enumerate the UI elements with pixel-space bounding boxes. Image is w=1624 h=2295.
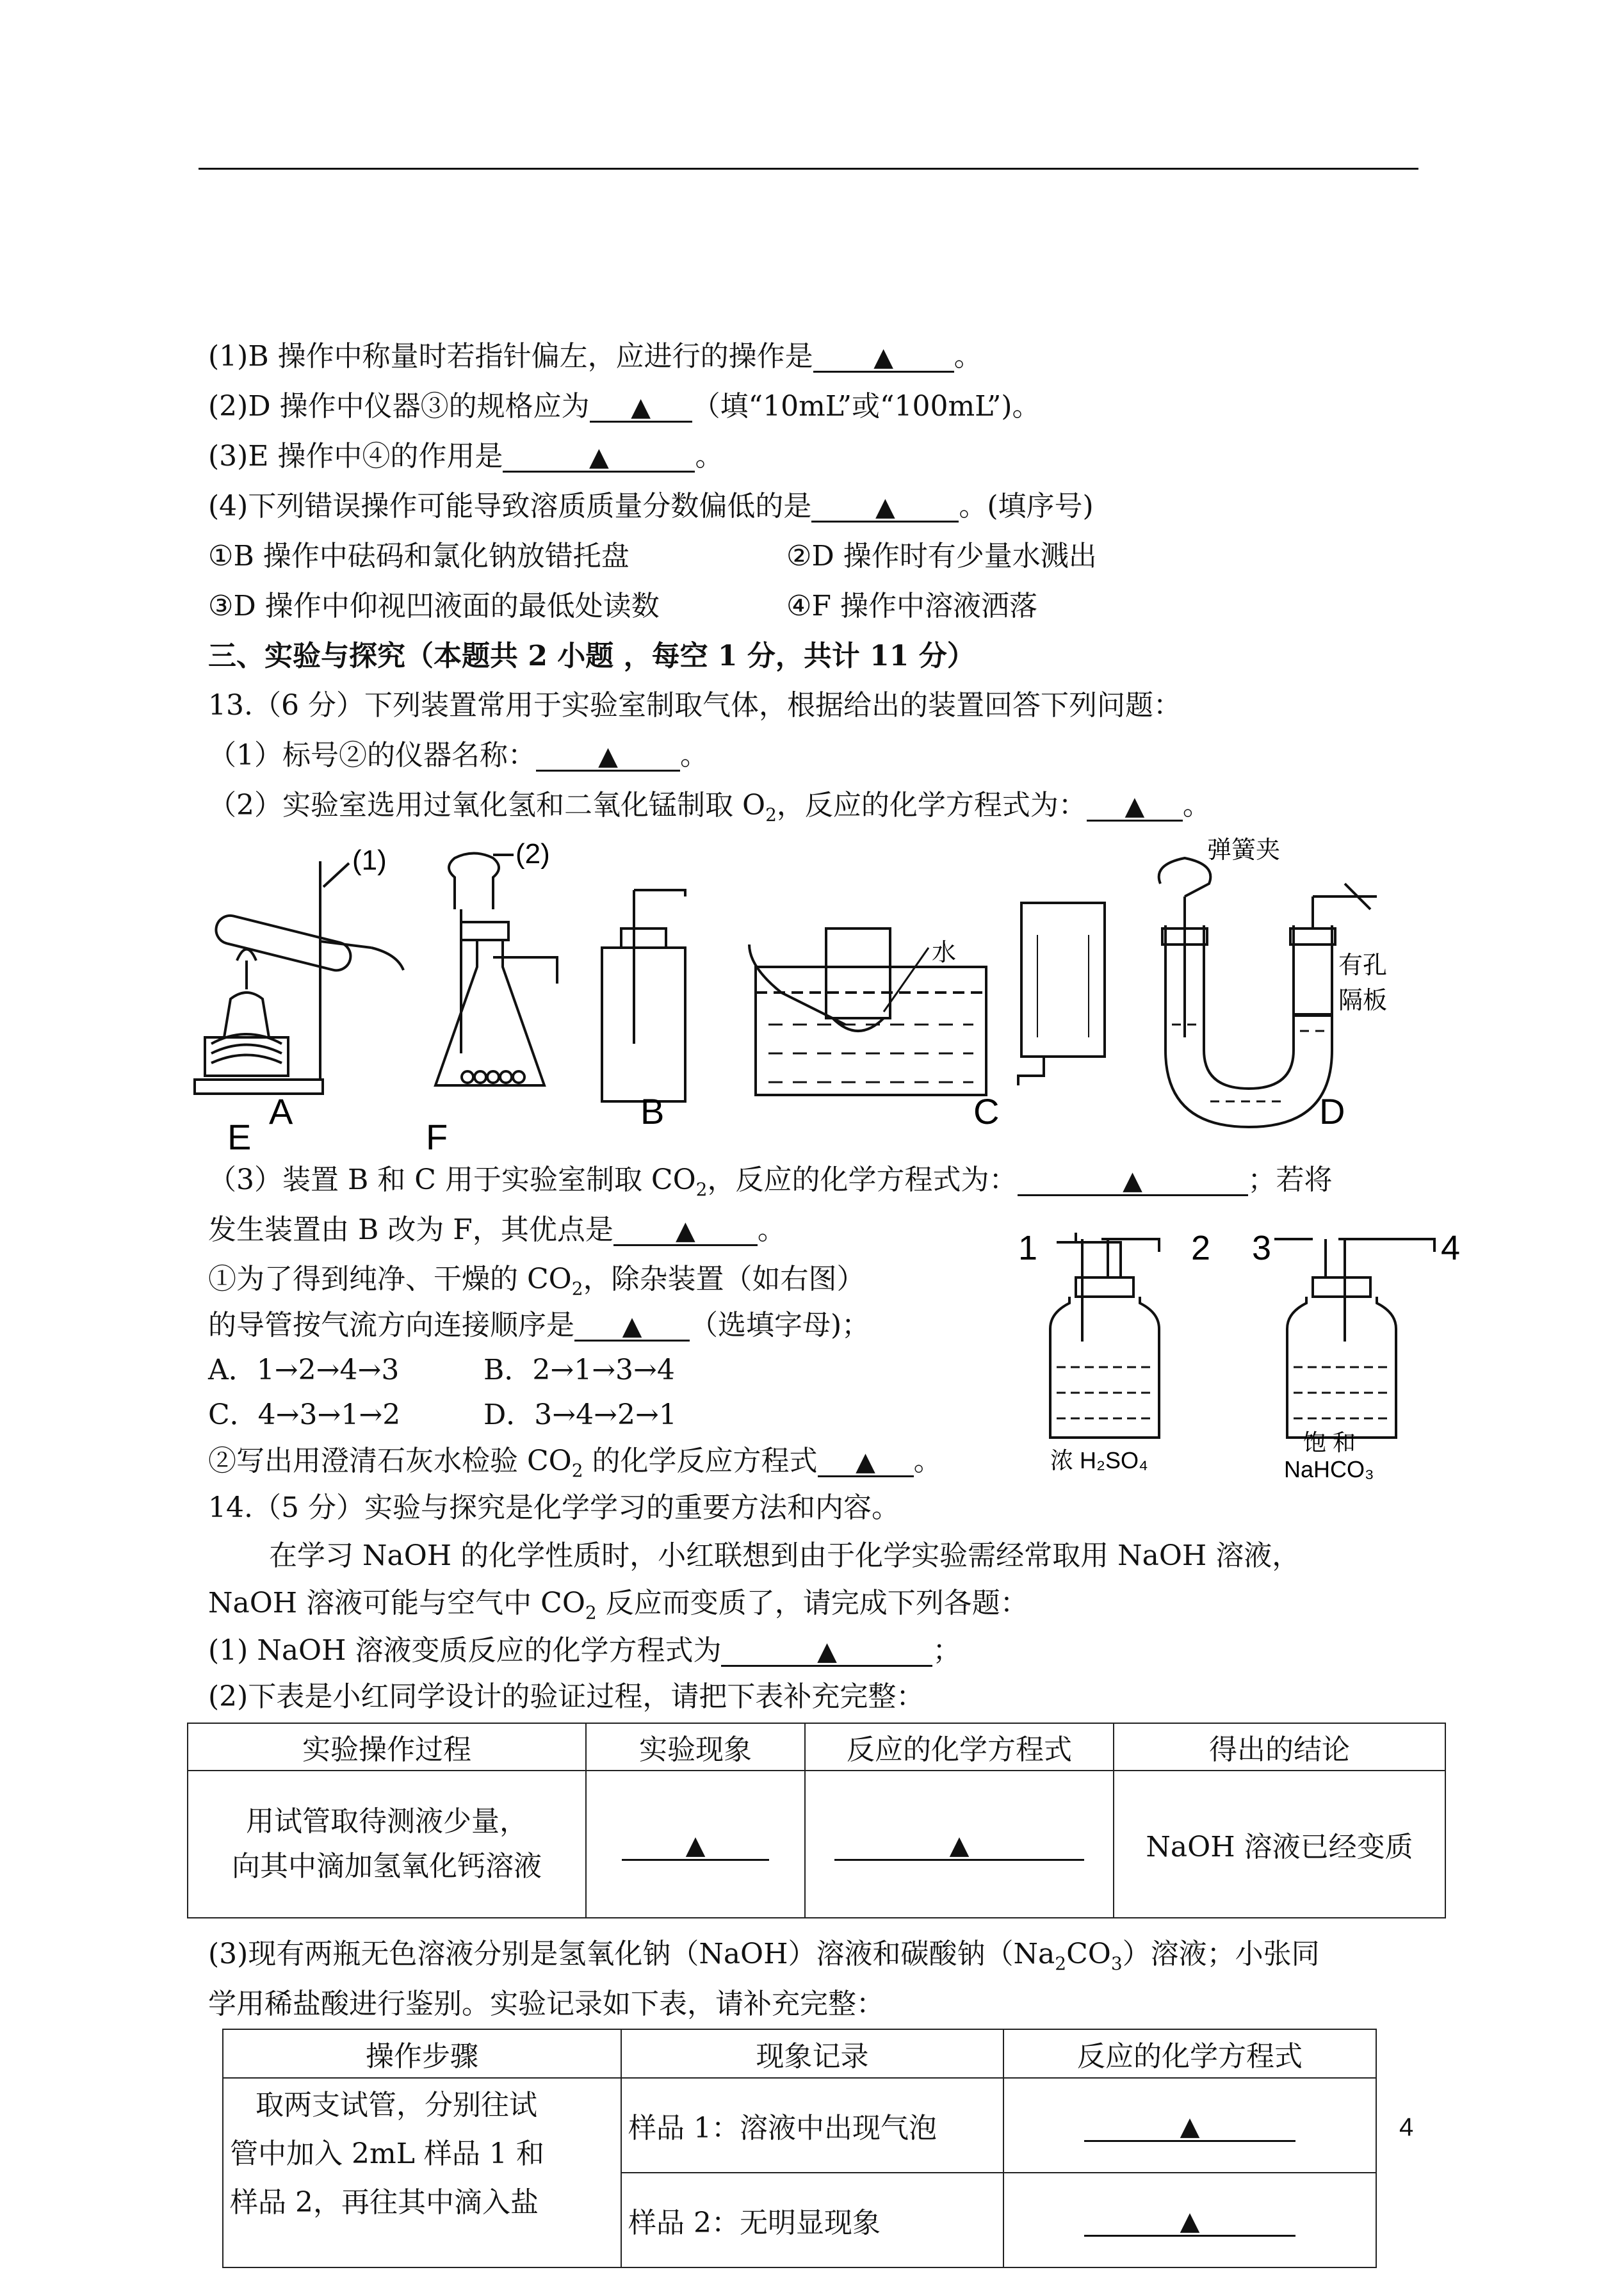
q13-sub1a-end: ，除杂装置（如右图） bbox=[583, 1263, 865, 1295]
page-number: 4 bbox=[1399, 2113, 1414, 2141]
q13-part3-mid: ，反应的化学方程式为： bbox=[707, 1164, 1018, 1196]
answer-blank[interactable] bbox=[574, 1309, 690, 1342]
answer-blank[interactable] bbox=[721, 1634, 932, 1667]
q13-part2-text: （2）实验室选用过氧化氢和二氧化锰制取 O bbox=[208, 789, 766, 822]
table-cell-observation-2: 样品 2：无明显现象 bbox=[621, 2173, 1003, 2267]
option-a: A．1→2→4→3 bbox=[208, 1354, 400, 1386]
label-d: D bbox=[1319, 1091, 1345, 1131]
option-4: ④F 操作中溶液洒落 bbox=[786, 590, 1037, 622]
label-a: A bbox=[269, 1091, 293, 1131]
blank-marker: ▲ bbox=[875, 492, 895, 522]
q13-sub1b-text: 的导管按气流方向连接顺序是 bbox=[208, 1309, 574, 1342]
q12-line3 bbox=[208, 437, 723, 476]
table-cell-equation bbox=[805, 1771, 1114, 1918]
answer-blank[interactable] bbox=[1084, 2204, 1295, 2237]
q12-line1-text: (1)B 操作中称量时若指针偏左，应进行的操作是 bbox=[208, 340, 813, 373]
q14-part2: (2)下表是小红同学设计的验证过程，请把下表补充完整： bbox=[208, 1680, 925, 1713]
q14-intro-2 bbox=[208, 1584, 1028, 1632]
answer-blank[interactable] bbox=[813, 340, 954, 373]
table-header-row bbox=[188, 1723, 1445, 1771]
answer-blank[interactable] bbox=[811, 490, 959, 523]
operation-line-1: 用试管取待测液少量， bbox=[246, 1805, 528, 1838]
label-mark-1: (1) bbox=[352, 845, 387, 876]
bottle-right-label-2: NaHCO₃ bbox=[1284, 1456, 1374, 1482]
option-3: ③D 操作中仰视凹液面的最低处读数 bbox=[208, 590, 660, 622]
blank-marker: ▲ bbox=[1180, 2206, 1200, 2236]
blank-marker: ▲ bbox=[1123, 1166, 1142, 1196]
q13-part2-mid: ，反应的化学方程式为： bbox=[776, 789, 1087, 822]
apparatus-c bbox=[1018, 903, 1105, 1085]
table-cell-equation-1 bbox=[1003, 2078, 1376, 2173]
subscript: 3 bbox=[1110, 1952, 1123, 1974]
q13-sub2 bbox=[208, 1442, 942, 1490]
subscript: 2 bbox=[1055, 1952, 1067, 1974]
q13-part3b-text: 发生装置由 B 改为 F，其优点是 bbox=[208, 1213, 613, 1246]
q13-part2-end: 。 bbox=[1182, 789, 1211, 822]
answer-blank[interactable] bbox=[1018, 1164, 1248, 1196]
option-b: B．2→1→3→4 bbox=[483, 1354, 675, 1386]
q13-part3 bbox=[208, 1161, 1333, 1209]
table-cell-equation-2 bbox=[1003, 2173, 1376, 2267]
option-c: C．4→3→1→2 bbox=[208, 1399, 401, 1431]
table-header: 得出的结论 bbox=[1114, 1723, 1445, 1771]
q13-part2 bbox=[208, 786, 1211, 834]
apparatus-figure bbox=[186, 832, 1441, 1153]
operation-line-2: 向其中滴加氢氧化钙溶液 bbox=[232, 1850, 542, 1883]
blank-marker: ▲ bbox=[598, 742, 618, 771]
blank-marker: ▲ bbox=[631, 393, 651, 422]
q14-part1 bbox=[208, 1632, 961, 1670]
subscript: 2 bbox=[695, 1178, 708, 1200]
label-mark-2: (2) bbox=[516, 838, 550, 870]
bottle-right-label-1: 饱 和 bbox=[1303, 1429, 1356, 1456]
table-cell-observation-1: 样品 1：溶液中出现气泡 bbox=[621, 2078, 1003, 2173]
identification-table bbox=[222, 2029, 1377, 2268]
blank-marker: ▲ bbox=[622, 1311, 642, 1341]
bottle-conc-h2so4 bbox=[1050, 1233, 1159, 1438]
q12-line4-end: 。(填序号) bbox=[959, 490, 1094, 523]
table-row bbox=[223, 2078, 1376, 2173]
q14-part3a-mid: CO bbox=[1066, 1938, 1111, 1970]
blank-marker: ▲ bbox=[873, 343, 894, 372]
answer-blank[interactable] bbox=[1087, 789, 1183, 822]
label-plate-1: 有孔 bbox=[1338, 952, 1388, 979]
q14-intro-1: 在学习 NaOH 的化学性质时，小红联想到由于化学实验需经常取用 NaOH 溶液， bbox=[269, 1539, 1301, 1572]
answer-blank[interactable] bbox=[1084, 2109, 1295, 2142]
q14-part1-end: ； bbox=[932, 1634, 961, 1667]
table-header: 反应的化学方程式 bbox=[1003, 2029, 1376, 2078]
q12-line4-text: (4)下列错误操作可能导致溶质质量分数偏低的是 bbox=[208, 490, 812, 523]
blank-marker: ▲ bbox=[856, 1447, 875, 1477]
apparatus-b bbox=[602, 890, 685, 1101]
apparatus-e bbox=[435, 854, 557, 1086]
step-line-3: 样品 2，再往其中滴入盐 bbox=[230, 2186, 539, 2219]
label-spring-clip: 弹簧夹 bbox=[1207, 837, 1281, 864]
bottle-port-2: 2 bbox=[1191, 1229, 1211, 1267]
q13-sub2-end: 。 bbox=[913, 1445, 942, 1477]
apparatus-a bbox=[195, 861, 403, 1094]
bottle-port-4: 4 bbox=[1441, 1229, 1461, 1267]
q12-line3-end: 。 bbox=[695, 440, 724, 473]
bottle-port-3: 3 bbox=[1252, 1229, 1272, 1267]
table-header: 实验现象 bbox=[586, 1723, 805, 1771]
answer-blank[interactable] bbox=[622, 1828, 769, 1861]
table-header: 反应的化学方程式 bbox=[805, 1723, 1114, 1771]
purification-figure bbox=[1012, 1226, 1473, 1482]
table-row bbox=[188, 1771, 1445, 1918]
subscript: 2 bbox=[585, 1602, 597, 1623]
q14-intro2-text: NaOH 溶液可能与空气中 CO bbox=[208, 1587, 585, 1619]
q14-intro2-end: 反应而变质了，请完成下列各题： bbox=[596, 1587, 1028, 1619]
answer-blank[interactable] bbox=[590, 390, 692, 423]
subscript: 2 bbox=[571, 1459, 583, 1481]
header-rule bbox=[199, 168, 1418, 170]
step-line-2: 管中加入 2mL 样品 1 和 bbox=[230, 2137, 544, 2170]
option-2: ②D 操作时有少量水溅出 bbox=[786, 540, 1097, 572]
table-cell-phenomenon bbox=[586, 1771, 805, 1918]
q13-part3b-end: 。 bbox=[757, 1213, 786, 1246]
answer-blank[interactable] bbox=[536, 739, 680, 772]
q12-line4 bbox=[208, 487, 1094, 526]
q12-line1 bbox=[208, 337, 982, 376]
answer-blank[interactable] bbox=[818, 1445, 914, 1477]
q12-line3-text: (3)E 操作中④的作用是 bbox=[208, 440, 503, 473]
q13-sub1b bbox=[208, 1306, 870, 1345]
q13-stem: 13.（6 分）下列装置常用于实验室制取气体，根据给出的装置回答下列问题： bbox=[208, 689, 1181, 722]
blank-marker: ▲ bbox=[1180, 2111, 1200, 2141]
label-c: C bbox=[973, 1091, 1000, 1131]
q13-part1-end: 。 bbox=[680, 739, 708, 772]
q14-part3a-text: (3)现有两瓶无色溶液分别是氢氧化钠（NaOH）溶液和碳酸钠（Na bbox=[208, 1938, 1055, 1970]
blank-marker: ▲ bbox=[949, 1830, 970, 1860]
q14-part3a-end: ）溶液；小张同 bbox=[1122, 1938, 1320, 1970]
table-cell-steps bbox=[223, 2078, 621, 2267]
q13-sub1a-text: ①为了得到纯净、干燥的 CO bbox=[208, 1263, 572, 1295]
q13-part3b bbox=[208, 1211, 786, 1249]
table-header: 操作步骤 bbox=[223, 2029, 621, 2078]
table-header-row bbox=[223, 2029, 1376, 2078]
q12-line2-end: （填“10mL”或“100mL”)。 bbox=[692, 390, 1041, 423]
q13-sub1a bbox=[208, 1260, 865, 1308]
bottle-left-label: 浓 H₂SO₄ bbox=[1050, 1447, 1148, 1473]
table-cell-conclusion: NaOH 溶液已经变质 bbox=[1114, 1771, 1445, 1918]
table-header: 实验操作过程 bbox=[188, 1723, 586, 1771]
verification-table bbox=[187, 1723, 1446, 1918]
step-line-1: 取两支试管，分别往试 bbox=[256, 2089, 537, 2121]
blank-marker: ▲ bbox=[1125, 791, 1145, 821]
q12-line1-end: 。 bbox=[954, 340, 982, 373]
q13-sub2-text: ②写出用澄清石灰水检验 CO bbox=[208, 1445, 572, 1477]
answer-blank[interactable] bbox=[613, 1213, 758, 1246]
q13-part3-end: ；若将 bbox=[1247, 1164, 1333, 1196]
table-header: 现象记录 bbox=[621, 2029, 1003, 2078]
q14-part3a bbox=[208, 1935, 1320, 1983]
blank-marker: ▲ bbox=[675, 1216, 695, 1245]
blank-marker: ▲ bbox=[817, 1637, 837, 1666]
label-plate-2: 隔板 bbox=[1338, 987, 1388, 1014]
blank-marker: ▲ bbox=[685, 1830, 706, 1860]
bottle-port-1: 1 bbox=[1018, 1229, 1038, 1267]
q13-sub1b-end: （选填字母)； bbox=[690, 1309, 870, 1342]
answer-blank[interactable] bbox=[834, 1828, 1084, 1861]
option-d: D．3→4→2→1 bbox=[483, 1399, 677, 1431]
q13-part1 bbox=[208, 736, 708, 775]
q13-part3-text: （3）装置 B 和 C 用于实验室制取 CO bbox=[208, 1164, 696, 1196]
bottle-nahco3 bbox=[1274, 1239, 1434, 1438]
blank-marker: ▲ bbox=[589, 442, 609, 472]
q14-stem: 14.（5 分）实验与探究是化学学习的重要方法和内容。 bbox=[208, 1491, 900, 1524]
label-b: B bbox=[640, 1091, 665, 1131]
table-cell-operation bbox=[188, 1771, 586, 1918]
option-1: ①B 操作中砝码和氯化钠放错托盘 bbox=[208, 540, 629, 572]
q12-line2 bbox=[208, 387, 1041, 426]
q14-part3b: 学用稀盐酸进行鉴别。实验记录如下表，请补充完整： bbox=[208, 1988, 884, 2020]
label-f: F bbox=[426, 1117, 448, 1153]
label-water: 水 bbox=[932, 939, 957, 966]
subscript: 2 bbox=[571, 1277, 583, 1299]
label-e: E bbox=[227, 1117, 252, 1153]
q13-sub2-mid: 的化学反应方程式 bbox=[583, 1445, 818, 1477]
q12-line2-text: (2)D 操作中仪器③的规格应为 bbox=[208, 390, 590, 423]
answer-blank[interactable] bbox=[503, 440, 695, 473]
q14-part1-text: (1) NaOH 溶液变质反应的化学方程式为 bbox=[208, 1634, 722, 1667]
q13-part1-text: （1）标号②的仪器名称： bbox=[208, 739, 536, 772]
section-heading: 三、实验与探究（本题共 2 小题 ，每空 1 分，共计 11 分） bbox=[208, 640, 975, 672]
subscript: 2 bbox=[765, 804, 777, 825]
